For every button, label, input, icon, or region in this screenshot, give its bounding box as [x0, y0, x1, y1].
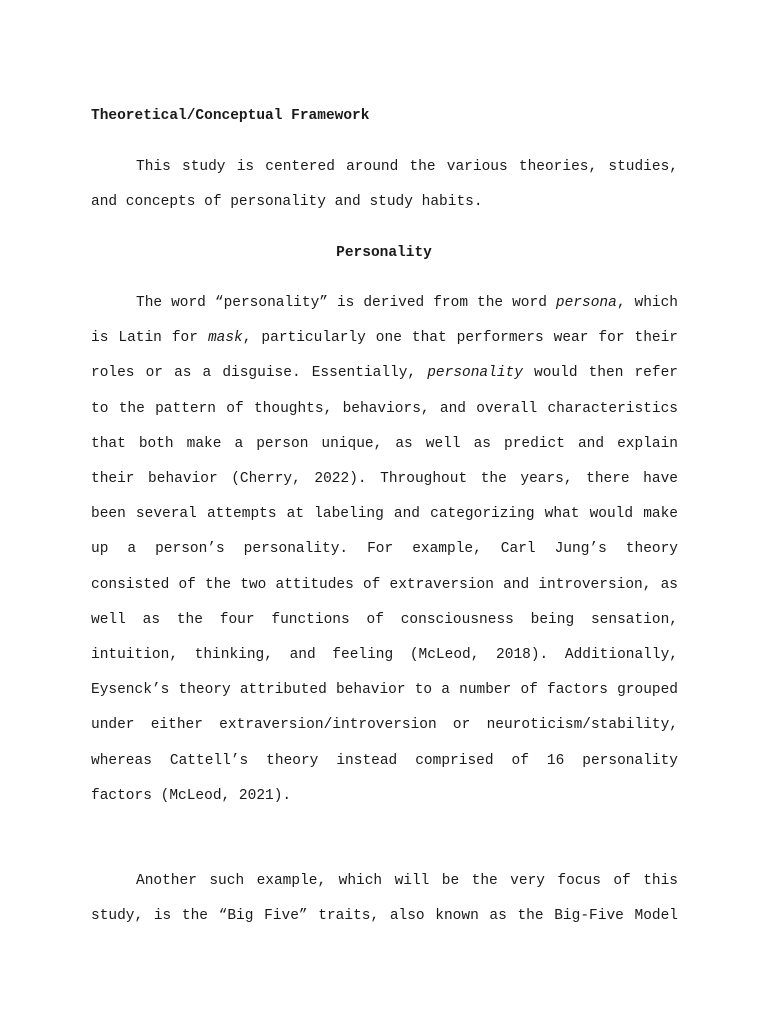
- big-five-paragraph: Another such example, which will be the very focus of this study, is the “Big Five” traits, also known as the Big-Five Model: [91, 873, 678, 925]
- paragraph-text: , which is Latin for: [91, 295, 678, 347]
- italic-term-personality: personality: [427, 365, 523, 382]
- paragraph-text: , particularly one that performers wear for their roles or as a disguise. Essentially,: [91, 330, 679, 382]
- intro-paragraph: This study is centered around the various theories, studies, and concepts of personality and study habits.: [91, 159, 678, 211]
- subsection-title: Personality: [336, 245, 432, 261]
- italic-term-persona: persona: [555, 295, 617, 311]
- personality-paragraph: [91, 286, 678, 814]
- paragraph-text: would then refer to the pattern of thoughts, behaviors, and overall characteristics that both make a person unique, as well as predict and explain their behavior (Cherry, 2022). Throughout the years, there have been several attempts at labeling and categorizing what would make up a person’s personality. For example, Carl Jung’s theory consisted of the two attitudes of extraversion and introversion, as well as the four functions of consciousness being sensation, intuition, thinking, and feeling (McLeod, 2018). Additionally, Eysenck’s theory attributed behavior to a number of factors grouped under either extraversion/introversion or neuroticism/stability, whereas Cattell’s theory instead comprised of 16 personality factors (McLeod, 2021).: [91, 365, 678, 804]
- section-title: Theoretical/Conceptual Framework: [91, 108, 370, 124]
- paragraph-text: The word “personality” is derived from the word: [136, 295, 556, 311]
- italic-term-mask: mask: [207, 330, 243, 347]
